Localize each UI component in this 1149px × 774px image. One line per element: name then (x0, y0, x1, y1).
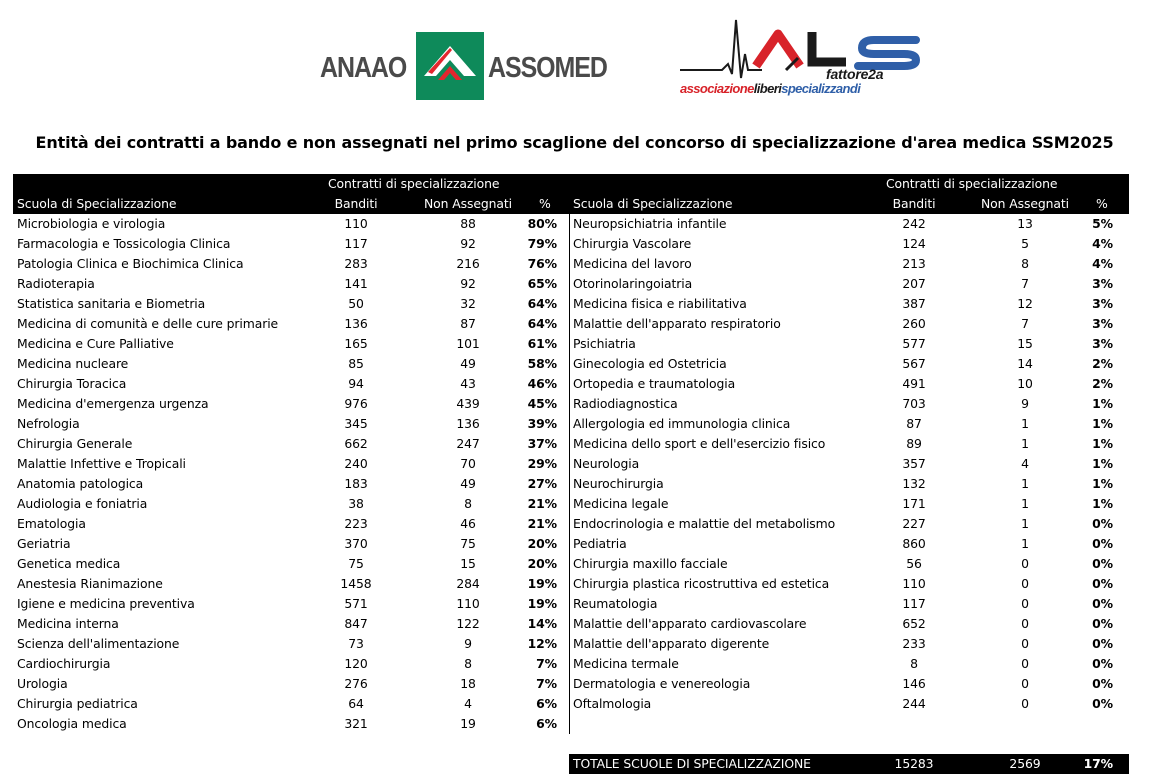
header-school-left: Scuola di Specializzazione (17, 196, 177, 211)
non-assegnati-value: 88 (460, 216, 476, 231)
pct-value: 12% (527, 636, 557, 651)
pct-value: 1% (1092, 416, 1113, 431)
pct-value: 1% (1092, 436, 1113, 451)
non-assegnati-value: 49 (460, 356, 476, 371)
als-logo (678, 14, 928, 100)
school-name: Malattie Infettive e Tropicali (17, 456, 186, 471)
banditi-value: 110 (902, 576, 926, 591)
banditi-value: 652 (902, 616, 926, 631)
table-row (13, 354, 1129, 374)
header-pct-right: % (1096, 196, 1108, 211)
non-assegnati-value: 15 (1017, 336, 1033, 351)
table-body (13, 214, 1129, 771)
non-assegnati-value: 8 (1021, 256, 1029, 271)
non-assegnati-value: 101 (456, 336, 480, 351)
non-assegnati-value: 1 (1021, 476, 1029, 491)
non-assegnati-value: 87 (460, 316, 476, 331)
pct-value: 21% (527, 496, 557, 511)
banditi-value: 276 (344, 676, 368, 691)
school-name: Ginecologia ed Ostetricia (573, 356, 727, 371)
banditi-value: 847 (344, 616, 368, 631)
school-name: Oncologia medica (17, 716, 127, 731)
banditi-value: 165 (344, 336, 368, 351)
table-row (13, 374, 1129, 394)
non-assegnati-value: 13 (1017, 216, 1033, 231)
banditi-value: 703 (902, 396, 926, 411)
banditi-value: 240 (344, 456, 368, 471)
school-name: Radioterapia (17, 276, 95, 291)
non-assegnati-value: 4 (464, 696, 472, 711)
banditi-value: 242 (902, 216, 926, 231)
total-pct: 17% (1083, 756, 1113, 771)
pct-value: 7% (536, 656, 557, 671)
school-name: Medicina e Cure Palliative (17, 336, 174, 351)
pct-value: 6% (536, 716, 557, 731)
banditi-value: 124 (902, 236, 926, 251)
table-row (13, 494, 1129, 514)
pct-value: 3% (1092, 276, 1113, 291)
table-row (13, 314, 1129, 334)
anaao-emblem-icon (416, 32, 484, 100)
pct-value: 6% (536, 696, 557, 711)
school-name: Nefrologia (17, 416, 80, 431)
banditi-value: 50 (348, 296, 364, 311)
non-assegnati-value: 46 (460, 516, 476, 531)
non-assegnati-value: 0 (1021, 576, 1029, 591)
non-assegnati-value: 12 (1017, 296, 1033, 311)
pct-value: 0% (1092, 556, 1113, 571)
pct-value: 19% (527, 576, 557, 591)
pct-value: 46% (527, 376, 557, 391)
non-assegnati-value: 1 (1021, 536, 1029, 551)
non-assegnati-value: 0 (1021, 556, 1029, 571)
banditi-value: 75 (348, 556, 364, 571)
table-row (13, 654, 1129, 674)
non-assegnati-value: 1 (1021, 436, 1029, 451)
pct-value: 80% (527, 216, 557, 231)
pct-value: 58% (527, 356, 557, 371)
non-assegnati-value: 1 (1021, 496, 1029, 511)
school-name: Radiodiagnostica (573, 396, 678, 411)
school-name: Medicina d'emergenza urgenza (17, 396, 209, 411)
table-row (13, 674, 1129, 694)
page-title: Entità dei contratti a bando e non assegnati nel primo scaglione del concorso di specializzazione d'area medica SSM2025 (35, 133, 1114, 152)
school-name: Ematologia (17, 516, 86, 531)
non-assegnati-value: 439 (456, 396, 480, 411)
school-name: Chirurgia Toracica (17, 376, 127, 391)
pct-value: 27% (527, 476, 557, 491)
school-name: Anestesia Rianimazione (17, 576, 163, 591)
school-name: Medicina di comunità e delle cure primarie (17, 316, 279, 331)
school-name: Malattie dell'apparato respiratorio (573, 316, 781, 331)
school-name: Geriatria (17, 536, 71, 551)
pct-value: 3% (1092, 316, 1113, 331)
banditi-value: 283 (344, 256, 368, 271)
total-banditi: 15283 (894, 756, 934, 771)
non-assegnati-value: 0 (1021, 676, 1029, 691)
banditi-value: 56 (906, 556, 922, 571)
als-heartbeat-icon (678, 14, 928, 80)
banditi-value: 1458 (340, 576, 372, 591)
banditi-value: 571 (344, 596, 368, 611)
table-row (13, 274, 1129, 294)
banditi-value: 94 (348, 376, 364, 391)
anaao-logo-word-right: ASSOMED (488, 52, 607, 84)
non-assegnati-value: 8 (464, 496, 472, 511)
pct-value: 20% (527, 556, 557, 571)
table-row (13, 714, 1129, 734)
school-name: Neuropsichiatria infantile (573, 216, 727, 231)
banditi-value: 171 (902, 496, 926, 511)
non-assegnati-value: 15 (460, 556, 476, 571)
non-assegnati-value: 19 (460, 716, 476, 731)
table-row (13, 414, 1129, 434)
pct-value: 7% (536, 676, 557, 691)
header-non-assegnati-left: Non Assegnati (424, 196, 512, 211)
school-name: Otorinolaringoiatria (573, 276, 693, 291)
header-group-left: Contratti di specializzazione (328, 176, 500, 191)
banditi-value: 117 (902, 596, 926, 611)
non-assegnati-value: 0 (1021, 656, 1029, 671)
non-assegnati-value: 4 (1021, 456, 1029, 471)
school-name: Medicina termale (573, 656, 679, 671)
pct-value: 0% (1092, 616, 1113, 631)
non-assegnati-value: 7 (1021, 316, 1029, 331)
non-assegnati-value: 216 (456, 256, 480, 271)
non-assegnati-value: 247 (456, 436, 480, 451)
non-assegnati-value: 18 (460, 676, 476, 691)
banditi-value: 64 (348, 696, 364, 711)
anaao-assomed-logo (320, 32, 616, 102)
school-name: Audiologia e foniatria (17, 496, 148, 511)
table-row (13, 614, 1129, 634)
school-name: Chirurgia pediatrica (17, 696, 138, 711)
banditi-value: 120 (344, 656, 368, 671)
pct-value: 79% (527, 236, 557, 251)
table-row (13, 334, 1129, 354)
banditi-value: 577 (902, 336, 926, 351)
banditi-value: 8 (910, 656, 918, 671)
non-assegnati-value: 43 (460, 376, 476, 391)
pct-value: 21% (527, 516, 557, 531)
school-name: Farmacologia e Tossicologia Clinica (17, 236, 231, 251)
table-row (13, 554, 1129, 574)
banditi-value: 141 (344, 276, 368, 291)
pct-value: 5% (1092, 216, 1113, 231)
pct-value: 37% (527, 436, 557, 451)
header-school-right: Scuola di Specializzazione (573, 196, 733, 211)
pct-value: 0% (1092, 596, 1113, 611)
header-group-right: Contratti di specializzazione (886, 176, 1058, 191)
table-row (13, 514, 1129, 534)
school-name: Medicina interna (17, 616, 119, 631)
pct-value: 20% (527, 536, 557, 551)
banditi-value: 491 (902, 376, 926, 391)
pct-value: 1% (1092, 476, 1113, 491)
pct-value: 0% (1092, 676, 1113, 691)
anaao-logo-word-left: ANAAO (320, 52, 407, 84)
banditi-value: 387 (902, 296, 926, 311)
non-assegnati-value: 284 (456, 576, 480, 591)
als-subtitle: fattore2a (826, 66, 884, 82)
school-name: Igiene e medicina preventiva (17, 596, 195, 611)
school-name: Chirurgia Generale (17, 436, 133, 451)
als-tagline-part-1: associazione (680, 81, 754, 96)
pct-value: 76% (527, 256, 557, 271)
banditi-value: 260 (902, 316, 926, 331)
banditi-value: 89 (906, 436, 922, 451)
pct-value: 65% (527, 276, 557, 291)
school-name: Chirurgia maxillo facciale (573, 556, 728, 571)
als-tagline (680, 81, 860, 96)
school-name: Medicina legale (573, 496, 669, 511)
school-name: Ortopedia e traumatologia (573, 376, 736, 391)
pct-value: 64% (527, 296, 557, 311)
pct-value: 39% (527, 416, 557, 431)
table-row (13, 454, 1129, 474)
non-assegnati-value: 0 (1021, 696, 1029, 711)
banditi-value: 132 (902, 476, 926, 491)
non-assegnati-value: 1 (1021, 516, 1029, 531)
school-name: Medicina dello sport e dell'esercizio fisico (573, 436, 826, 451)
banditi-value: 233 (902, 636, 926, 651)
pct-value: 29% (527, 456, 557, 471)
banditi-value: 73 (348, 636, 364, 651)
banditi-value: 223 (344, 516, 368, 531)
pct-value: 61% (527, 336, 557, 351)
table-row (13, 694, 1129, 714)
school-name: Malattie dell'apparato cardiovascolare (573, 616, 807, 631)
header-banditi-left: Banditi (334, 196, 378, 211)
pct-value: 64% (527, 316, 557, 331)
non-assegnati-value: 1 (1021, 416, 1029, 431)
pct-value: 0% (1092, 696, 1113, 711)
pct-value: 3% (1092, 336, 1113, 351)
school-name: Cardiochirurgia (17, 656, 111, 671)
banditi-value: 567 (902, 356, 926, 371)
school-name: Patologia Clinica e Biochimica Clinica (17, 256, 244, 271)
non-assegnati-value: 136 (456, 416, 480, 431)
banditi-value: 85 (348, 356, 364, 371)
school-name: Microbiologia e virologia (17, 216, 166, 231)
school-name: Pediatria (573, 536, 627, 551)
table-row (13, 294, 1129, 314)
pct-value: 3% (1092, 296, 1113, 311)
non-assegnati-value: 0 (1021, 636, 1029, 651)
school-name: Dermatologia e venereologia (573, 676, 751, 691)
banditi-value: 976 (344, 396, 368, 411)
banditi-value: 370 (344, 536, 368, 551)
pct-value: 1% (1092, 456, 1113, 471)
banditi-value: 110 (344, 216, 368, 231)
header-non-assegnati-right: Non Assegnati (981, 196, 1069, 211)
non-assegnati-value: 92 (460, 276, 476, 291)
pct-value: 0% (1092, 576, 1113, 591)
pct-value: 0% (1092, 636, 1113, 651)
pct-value: 0% (1092, 656, 1113, 671)
non-assegnati-value: 70 (460, 456, 476, 471)
pct-value: 2% (1092, 376, 1113, 391)
als-tagline-part-3: specializzandi (781, 81, 861, 96)
non-assegnati-value: 0 (1021, 616, 1029, 631)
non-assegnati-value: 10 (1017, 376, 1033, 391)
school-name: Scienza dell'alimentazione (17, 636, 180, 651)
banditi-value: 207 (902, 276, 926, 291)
table-row (13, 254, 1129, 274)
banditi-value: 860 (902, 536, 926, 551)
school-name: Neurochirurgia (573, 476, 664, 491)
school-name: Statistica sanitaria e Biometria (17, 296, 206, 311)
pct-value: 0% (1092, 536, 1113, 551)
non-assegnati-value: 8 (464, 656, 472, 671)
banditi-value: 662 (344, 436, 368, 451)
banditi-value: 136 (344, 316, 368, 331)
banditi-value: 87 (906, 416, 922, 431)
table-row (13, 634, 1129, 654)
school-name: Medicina nucleare (17, 356, 129, 371)
school-name: Malattie dell'apparato digerente (573, 636, 770, 651)
non-assegnati-value: 75 (460, 536, 476, 551)
non-assegnati-value: 5 (1021, 236, 1029, 251)
school-name: Endocrinologia e malattie del metabolismo (573, 516, 836, 531)
pct-value: 45% (527, 396, 557, 411)
header-pct-left: % (539, 196, 551, 211)
banditi-value: 357 (902, 456, 926, 471)
header-banditi-right: Banditi (892, 196, 936, 211)
banditi-value: 227 (902, 516, 926, 531)
school-name: Chirurgia plastica ricostruttiva ed estetica (573, 576, 830, 591)
school-name: Medicina fisica e riabilitativa (573, 296, 747, 311)
school-name: Neurologia (573, 456, 640, 471)
non-assegnati-value: 122 (456, 616, 480, 631)
total-label: TOTALE SCUOLE DI SPECIALIZZAZIONE (573, 756, 811, 771)
table-row (13, 394, 1129, 414)
school-name: Psichiatria (573, 336, 636, 351)
school-name: Urologia (17, 676, 68, 691)
banditi-value: 345 (344, 416, 368, 431)
non-assegnati-value: 14 (1017, 356, 1033, 371)
contracts-table (13, 174, 1129, 771)
school-name: Allergologia ed immunologia clinica (573, 416, 791, 431)
banditi-value: 244 (902, 696, 926, 711)
table-row (13, 474, 1129, 494)
total-non-assegnati: 2569 (1009, 756, 1041, 771)
banditi-value: 117 (344, 236, 368, 251)
table-row (13, 234, 1129, 254)
pct-value: 1% (1092, 396, 1113, 411)
school-name: Reumatologia (573, 596, 658, 611)
pct-value: 4% (1092, 256, 1113, 271)
pct-value: 19% (527, 596, 557, 611)
non-assegnati-value: 9 (1021, 396, 1029, 411)
school-name: Chirurgia Vascolare (573, 236, 692, 251)
pct-value: 14% (527, 616, 557, 631)
banditi-value: 38 (348, 496, 364, 511)
table-row (13, 574, 1129, 594)
table-row (13, 434, 1129, 454)
banditi-value: 213 (902, 256, 926, 271)
table-header (13, 174, 1129, 214)
school-name: Oftalmologia (573, 696, 652, 711)
banditi-value: 183 (344, 476, 368, 491)
table-row (13, 534, 1129, 554)
non-assegnati-value: 7 (1021, 276, 1029, 291)
non-assegnati-value: 110 (456, 596, 480, 611)
non-assegnati-value: 0 (1021, 596, 1029, 611)
pct-value: 2% (1092, 356, 1113, 371)
banditi-value: 146 (902, 676, 926, 691)
non-assegnati-value: 92 (460, 236, 476, 251)
school-name: Genetica medica (17, 556, 121, 571)
non-assegnati-value: 9 (464, 636, 472, 651)
non-assegnati-value: 32 (460, 296, 476, 311)
non-assegnati-value: 49 (460, 476, 476, 491)
pct-value: 0% (1092, 516, 1113, 531)
pct-value: 1% (1092, 496, 1113, 511)
table-row (13, 214, 1129, 234)
pct-value: 4% (1092, 236, 1113, 251)
school-name: Medicina del lavoro (573, 256, 692, 271)
als-tagline-part-2: liberi (753, 81, 782, 96)
school-name: Anatomia patologica (17, 476, 144, 491)
table-row (13, 594, 1129, 614)
banditi-value: 321 (344, 716, 368, 731)
total-row (569, 754, 1129, 774)
